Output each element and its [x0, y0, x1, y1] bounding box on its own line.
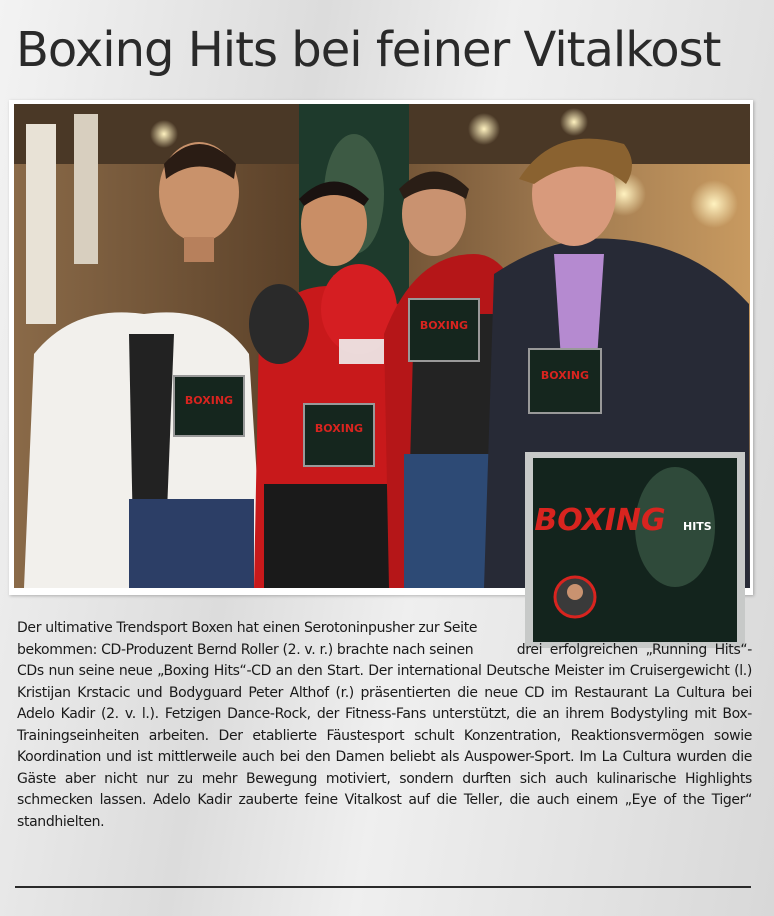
cd-case-held-right: [529, 349, 601, 413]
pillar: [26, 124, 56, 324]
svg-text:BOXING: BOXING: [419, 319, 469, 332]
cd-case-held-third: [409, 299, 479, 361]
article-caption: [17, 618, 752, 833]
cd-case-held-center: [304, 404, 374, 466]
boxing-glove-black: [249, 284, 309, 364]
chandelier: [690, 180, 738, 228]
pillar: [74, 114, 98, 264]
ceiling-light: [560, 108, 588, 136]
cd-case-held-left: [174, 376, 244, 436]
svg-text:BOXING: BOXING: [184, 394, 234, 407]
caption-line: Der ultimative Trendsport Boxen hat einen Serotoninpusher zur Seite: [17, 620, 478, 636]
caption-body: drei erfolgreichen „Running Hits“-CDs nun seine neue „Boxing Hits“-CD an den Start. Der international Deutsche Meister im Cruisergewicht (l.) Kristijan Krstacic und Bodyguard Peter Althof (r.) präsentierten die neue CD im Restaurant La Cultura bei Adelo Kadir (2. v. l.). Fetzigen Dance-Rock, der Fitness-Fans unterstützt, die an ihrem Bodystyling mit Box-Trainingseinheiten arbeiten. Der etablierte Fäustesport schult Konzentration, Reaktionsvermögen sowie Koordination und ist mittlerweile auch bei den Damen beliebt als Auspower-Sport. Im La Cultura wurden die Gäste aber nicht nur zu mehr Bewegung motiviert, sondern durften sich auch kulinarische Highlights schmecken lassen. Adelo Kadir zauberte feine Vitalkost auf die Teller, die auch einem „Eye of the Tiger“ standhielten.: [17, 641, 752, 830]
ceiling-light: [150, 120, 178, 148]
page-title: Boxing Hits bei feiner Vitalkost: [16, 22, 721, 78]
svg-text:BOXING: BOXING: [314, 422, 364, 435]
footer-rule: [15, 886, 751, 888]
caption-line: bekommen: CD-Produzent Bernd Roller (2. v. r.) brachte nach seinen: [17, 641, 474, 658]
svg-text:HITS: HITS: [683, 520, 712, 533]
ceiling-light: [468, 113, 500, 145]
svg-text:BOXING: BOXING: [534, 503, 666, 538]
svg-text:BOXING: BOXING: [540, 369, 590, 382]
